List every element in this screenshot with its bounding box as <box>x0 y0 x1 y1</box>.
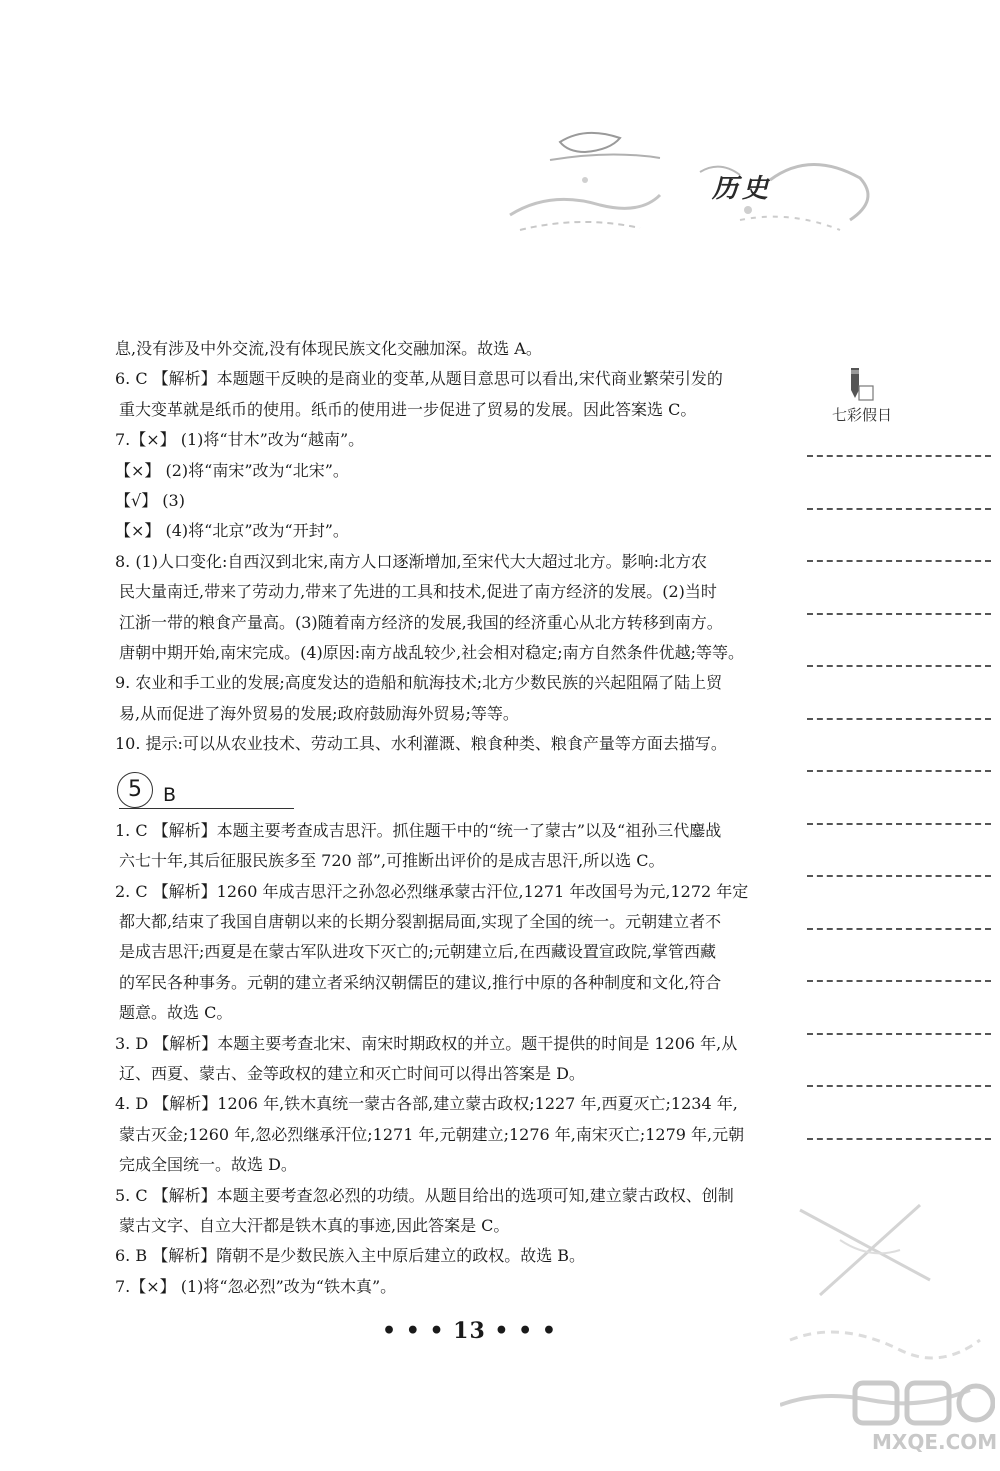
page-number: • • • 13 • • • <box>382 1318 557 1344</box>
answer-line: 1. C 【解析】本题主要考查成吉思汗。抓住题干中的“统一了蒙古”以及“祖孙三代鏖战 <box>115 820 722 840</box>
answer-item <box>115 1181 755 1242</box>
answer-line: 唐朝中期开始,南宋完成。(4)原因:南方战乱较少,社会相对稳定;南方自然条件优越;等等。 <box>119 643 745 663</box>
header-decoration-illustration <box>490 120 890 260</box>
answer-line: 都大都,结束了我国自唐朝以来的长期分裂割据局面,实现了全国的统一。元朝建立者不 <box>119 911 722 931</box>
answer-line: 7.【×】 (1)将“忽必烈”改为“铁木真”。 <box>115 1276 397 1296</box>
answer-line: 易,从而促进了海外贸易的发展;政府鼓励海外贸易;等等。 <box>119 703 519 723</box>
answer-line: 2. C 【解析】1260 年成吉思汗之孙忽必烈继承蒙古汗位,1271 年改国号为元,1272 年定 <box>115 881 749 901</box>
subject-title: 历史 <box>712 174 773 204</box>
answer-line: 6. B 【解析】隋朝不是少数民族入主中原后建立的政权。故选 B。 <box>115 1246 586 1266</box>
note-line <box>807 560 991 562</box>
watermark-site-text: MXQE.COM <box>872 1430 998 1454</box>
answer-item <box>115 425 755 455</box>
answer-item <box>115 1089 755 1180</box>
answer-item <box>115 1029 755 1090</box>
note-line <box>807 1085 991 1087</box>
answer-line: 辽、西夏、蒙古、金等政权的建立和灭亡时间可以得出答案是 D。 <box>119 1063 585 1083</box>
answer-list-part-2 <box>115 816 755 1303</box>
answer-line: 完成全国统一。故选 D。 <box>119 1155 297 1175</box>
note-line <box>807 1138 991 1140</box>
section-underline <box>119 808 294 809</box>
section-number: 5 <box>117 772 153 808</box>
answer-line: 【√】 (3) <box>115 491 185 511</box>
note-line <box>807 508 991 510</box>
answer-line: 是成吉思汗;西夏是在蒙古军队进攻下灭亡的;元朝建立后,在西藏设置宣政院,掌管西藏 <box>119 942 716 962</box>
answer-line: 的军民各种事务。元朝的建立者采纳汉朝儒臣的建议,推行中原的各种制度和文化,符合 <box>119 972 722 992</box>
note-line <box>807 455 991 457</box>
note-line <box>807 875 991 877</box>
answer-line: 3. D 【解析】本题主要考查北宋、南宋时期政权的并立。题干提供的时间是 1206 年,从 <box>115 1033 738 1053</box>
answer-line: 【×】 (2)将“南宋”改为“北宋”。 <box>115 460 349 480</box>
note-line <box>807 1033 991 1035</box>
note-line <box>807 613 991 615</box>
answer-list-part-1 <box>115 334 755 760</box>
note-line <box>807 718 991 720</box>
answer-line: 5. C 【解析】本题主要考查忽必烈的功绩。从题目给出的选项可知,建立蒙古政权、创制 <box>115 1185 734 1205</box>
answer-item <box>115 364 755 425</box>
answer-line: 7.【×】 (1)将“甘木”改为“越南”。 <box>115 430 365 450</box>
answer-item <box>115 334 755 364</box>
answer-line: 民大量南迁,带来了劳动力,带来了先进的工具和技术,促进了南方经济的发展。(2)当时 <box>119 582 717 602</box>
note-line <box>807 665 991 667</box>
answer-line: 6. C 【解析】本题题干反映的是商业的变革,从题目意思可以看出,宋代商业繁荣引发的 <box>115 369 723 389</box>
answer-line: 10. 提示:可以从农业技术、劳动工具、水利灌溉、粮食种类、粮食产量等方面去描写。 <box>115 734 727 754</box>
answer-item <box>115 1272 755 1302</box>
answer-line: 8. (1)人口变化:自西汉到北宋,南方人口逐渐增加,至宋代大大超过北方。影响:北方农 <box>115 551 707 571</box>
answer-line: 蒙古文字、自立大汗都是铁木真的事迹,因此答案是 C。 <box>119 1215 510 1235</box>
answer-content <box>115 334 755 1302</box>
answer-item <box>115 547 755 669</box>
answer-item <box>115 1241 755 1271</box>
sidebar-title: 七彩假日 <box>832 406 893 424</box>
note-line <box>807 770 991 772</box>
answer-line: 9. 农业和手工业的发展;高度发达的造船和航海技术;北方少数民族的兴起阻隔了陆上贸 <box>115 673 723 693</box>
answer-line: 4. D 【解析】1206 年,铁木真统一蒙古各部,建立蒙古政权;1227 年,西夏灭亡;1234 年, <box>115 1094 738 1114</box>
note-line <box>807 823 991 825</box>
pen-icon <box>845 366 875 404</box>
answer-line: 息,没有涉及中外交流,没有体现民族文化交融加深。故选 A。 <box>115 339 542 358</box>
answer-item <box>115 456 755 486</box>
answer-line: 题意。故选 C。 <box>119 1003 233 1023</box>
answer-item <box>115 729 755 759</box>
note-line <box>807 980 991 982</box>
answer-line: 江浙一带的粮食产量高。(3)随着南方经济的发展,我国的经济重心从北方转移到南方。 <box>119 612 723 632</box>
section-letter: B <box>163 783 177 806</box>
answer-item <box>115 877 755 1029</box>
note-line <box>807 928 991 930</box>
answer-item <box>115 486 755 516</box>
answer-line: 蒙古灭金;1260 年,忽必烈继承汗位;1271 年,元朝建立;1276 年,南宋灭亡;1279 年,元朝 <box>119 1124 745 1144</box>
answer-line: 【×】 (4)将“北京”改为“开封”。 <box>115 521 349 541</box>
answer-item <box>115 668 755 729</box>
answer-item <box>115 516 755 546</box>
section-badge <box>115 768 755 812</box>
answer-item <box>115 816 755 877</box>
answer-line: 六七十年,其后征服民族多至 720 部”,可推断出评价的是成吉思汗,所以选 C。 <box>119 851 665 871</box>
answer-line: 重大变革就是纸币的使用。纸币的使用进一步促进了贸易的发展。因此答案选 C。 <box>119 399 697 419</box>
